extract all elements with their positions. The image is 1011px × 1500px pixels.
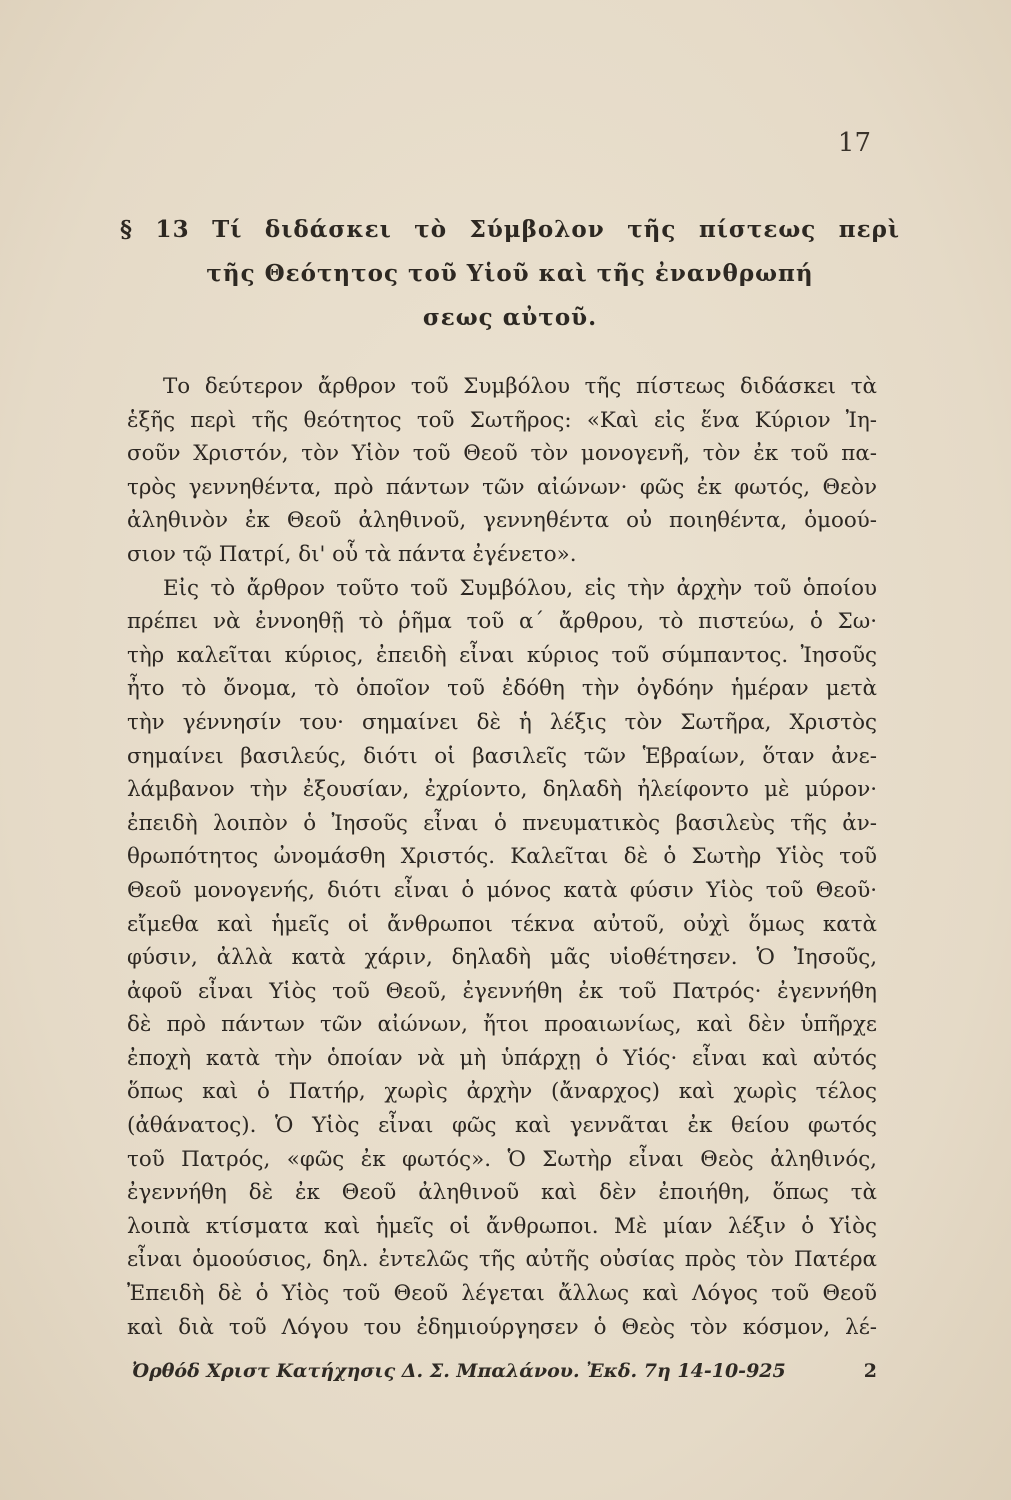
page-footer: [132, 1360, 877, 1382]
heading-line: σεως αὐτοῦ.: [422, 304, 598, 331]
text-line: ἦτο τὸ ὄνομα, τὸ ὁποῖον τοῦ ἐδόθη τὴν ὀγδόην ἡμέραν μετὰ: [127, 676, 877, 702]
text-line: δὲ πρὸ πάντων τῶν αἰώνων, ἤτοι προαιωνίως, καὶ δὲν ὑπῆρχε: [127, 1012, 877, 1038]
text-line: τοῦ Πατρός, «φῶς ἐκ φωτός». Ὁ Σωτὴρ εἶναι Θεὸς ἀληθινός,: [127, 1146, 877, 1172]
text-line: ἐγεννήθη δὲ ἐκ Θεοῦ ἀληθινοῦ καὶ δὲν ἐποιήθη, ὅπως τὰ: [127, 1180, 877, 1206]
text-line: τρὸς γεννηθέντα, πρὸ πάντων τῶν αἰώνων· φῶς ἐκ φωτός, Θεὸν: [127, 474, 877, 500]
heading-line: § 13 Τί διδάσκει τὸ Σύμβολον τῆς πίστεως περὶ: [120, 216, 900, 243]
text-line: λάμβανον τὴν ἐξουσίαν, ἐχρίοντο, δηλαδὴ ἠλείφοντο μὲ μύρον·: [127, 777, 877, 803]
text-line: εἴμεθα καὶ ἡμεῖς οἱ ἄνθρωποι τέκνα αὐτοῦ, οὐχὶ ὅμως κατὰ: [127, 911, 877, 937]
text-line: Εἰς τὸ ἄρθρον τοῦτο τοῦ Συμβόλου, εἰς τὴν ἀρχὴν τοῦ ὁποίου: [163, 575, 877, 601]
text-line: ὅπως καὶ ὁ Πατήρ, χωρὶς ἀρχὴν (ἄναρχος) καὶ χωρὶς τέλος: [127, 1079, 877, 1105]
text-line: θρωπότητος ὠνομάσθη Χριστός. Καλεῖται δὲ ὁ Σωτὴρ Υἱὸς τοῦ: [127, 844, 877, 870]
text-line: τὴρ καλεῖται κύριος, ἐπειδὴ εἶναι κύριος τοῦ σύμπαντος. Ἰησοῦς: [127, 642, 877, 668]
heading-line: τῆς Θεότητος τοῦ Υἱοῦ καὶ τῆς ἐνανθρωπή: [206, 260, 814, 287]
section-heading: [120, 208, 900, 340]
text-line: καὶ διὰ τοῦ Λόγου του ἐδημιούργησεν ὁ Θεὸς τὸν κόσμον, λέ-: [127, 1314, 877, 1340]
text-line: ἑξῆς περὶ τῆς θεότητος τοῦ Σωτῆρος: «Καὶ εἰς ἕνα Κύριον Ἰη-: [127, 407, 877, 433]
text-line: ἀληθινὸν ἐκ Θεοῦ ἀληθινοῦ, γεννηθέντα οὐ ποιηθέντα, ὁμοού-: [127, 508, 877, 534]
text-line: Το δεύτερον ἄρθρον τοῦ Συμβόλου τῆς πίστεως διδάσκει τὰ: [163, 374, 877, 399]
text-line: ἐπειδὴ λοιπὸν ὁ Ἰησοῦς εἶναι ὁ πνευματικὸς βασιλεὺς τῆς ἀν-: [127, 810, 877, 836]
text-line: Ἐπειδὴ δὲ ὁ Υἱὸς τοῦ Θεοῦ λέγεται ἄλλως καὶ Λόγος τοῦ Θεοῦ: [127, 1281, 877, 1307]
signature-mark: 2: [863, 1360, 877, 1382]
text-line: λοιπὰ κτίσματα καὶ ἡμεῖς οἱ ἄνθρωποι. Μὲ μίαν λέξιν ὁ Υἱὸς: [127, 1213, 877, 1239]
text-line: τὴν γέννησίν του· σημαίνει δὲ ἡ λέξις τὸν Σωτῆρα, Χριστὸς: [127, 709, 877, 735]
text-line: σοῦν Χριστόν, τὸν Υἱὸν τοῦ Θεοῦ τὸν μονογενῆ, τὸν ἐκ τοῦ πα-: [127, 441, 877, 467]
text-line: εἶναι ὁμοούσιος, δηλ. ἐντελῶς τῆς αὐτῆς οὐσίας πρὸς τὸν Πατέρα: [127, 1247, 877, 1273]
text-line: σημαίνει βασιλεύς, διότι οἱ βασιλεῖς τῶν Ἑβραίων, ὅταν ἀνε-: [127, 743, 877, 769]
text-line: πρέπει νὰ ἐννοηθῇ τὸ ῥῆμα τοῦ α΄ ἄρθρου, τὸ πιστεύω, ὁ Σω·: [127, 609, 877, 635]
text-line: Θεοῦ μονογενής, διότι εἶναι ὁ μόνος κατὰ φύσιν Υἱὸς τοῦ Θεοῦ·: [127, 877, 877, 903]
text-line: (ἀθάνατος). Ὁ Υἱὸς εἶναι φῶς καὶ γεννᾶται ἐκ θείου φωτός: [127, 1113, 877, 1139]
text-line: σιον τῷ Πατρί, δι' οὗ τὰ πάντα ἐγένετο».: [127, 541, 577, 567]
text-line: ἐποχὴ κατὰ τὴν ὁποίαν νὰ μὴ ὑπάρχῃ ὁ Υἱός· εἶναι καὶ αὐτός: [127, 1045, 877, 1071]
body-text: [127, 370, 877, 1344]
text-line: ἀφοῦ εἶναι Υἱὸς τοῦ Θεοῦ, ἐγεννήθη ἐκ τοῦ Πατρός· ἐγεννήθη: [127, 978, 877, 1004]
page-number: 17: [837, 128, 871, 158]
text-line: φύσιν, ἀλλὰ κατὰ χάριν, δηλαδὴ μᾶς υἱοθέτησεν. Ὁ Ἰησοῦς,: [127, 945, 877, 971]
footer-imprint: Ὀρθόδ Χριστ Κατήχησις Δ. Σ. Μπαλάνου. Ἐκδ. 7η 14-10-925: [132, 1360, 786, 1382]
